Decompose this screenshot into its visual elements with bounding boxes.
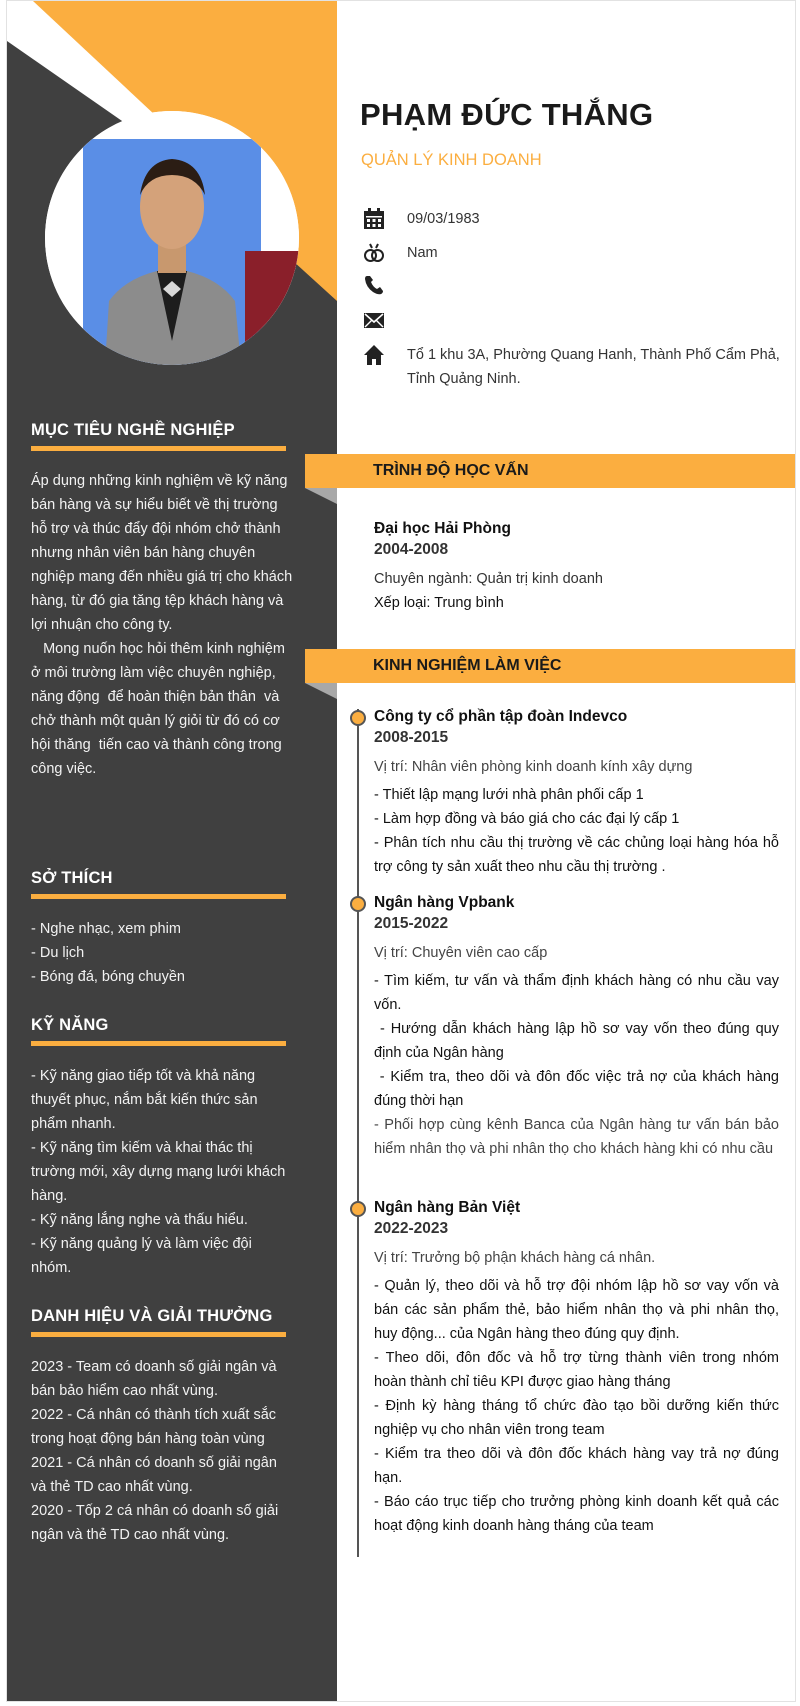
task-item: - Báo cáo trục tiếp cho trưởng phòng kinh doanh kết quả các hoạt động kinh doanh hàng tháng của team [374, 1494, 779, 1534]
avatar [45, 111, 299, 365]
awards-heading: DANH HIỆU VÀ GIẢI THƯỞNG [31, 1307, 273, 1325]
heading-rule [31, 894, 286, 899]
contact-address [363, 343, 783, 391]
contact-text: 09/03/1983 [407, 211, 480, 227]
heading-rule [31, 1041, 286, 1046]
calendar-icon [363, 208, 385, 230]
contact-birthday [363, 207, 783, 231]
ribbon-fold [305, 683, 337, 699]
experience-header [305, 649, 796, 683]
job-position: Vị trí: Chuyên viên cao cấp [374, 945, 548, 961]
timeline-dot [350, 710, 366, 726]
task-item: - Làm hợp đồng và báo giá cho các đại lý cấp 1 [374, 811, 680, 827]
job-entry [374, 708, 779, 879]
contact-text: Nam [407, 245, 438, 261]
task-item: - Phân tích nhu cầu thị trường về các chủng loại hàng hóa hỗ trợ công ty sản xuất theo nhu cầu thị trường . [374, 835, 779, 875]
objective-heading: MỤC TIÊU NGHỀ NGHIỆP [31, 421, 235, 439]
list-item: - Kỹ năng tìm kiếm và khai thác thị trường mới, xây dựng mạng lưới khách hàng. [31, 1140, 286, 1204]
gender-icon [363, 242, 385, 264]
hobbies-list [31, 917, 293, 989]
job-entry [374, 1199, 779, 1538]
hobbies-section [31, 869, 293, 989]
awards-list [31, 1355, 293, 1547]
job-position: Vị trí: Nhân viên phòng kinh doanh kính xây dựng [374, 759, 693, 775]
list-item: - Du lịch [31, 945, 85, 961]
list-item: - Kỹ năng lắng nghe và thấu hiểu. [31, 1212, 248, 1228]
task-item: - Theo dõi, đôn đốc và hỗ trợ từng thành viên trong nhóm hoàn thành chỉ tiêu KPI được giao hàng tháng [374, 1350, 779, 1390]
education-entry [374, 520, 784, 611]
skills-list [31, 1064, 293, 1280]
cv-page [6, 0, 796, 1702]
candidate-name: PHẠM ĐỨC THẮNG [360, 97, 654, 132]
education-grade: Xếp loại: Trung bình [374, 595, 504, 611]
list-item: 2020 - Tốp 2 cá nhân có doanh số giải ngân và thẻ TD cao nhất vùng. [31, 1503, 279, 1543]
portrait-photo [45, 111, 299, 365]
job-years: 2015-2022 [374, 915, 449, 932]
list-item: - Kỹ năng giao tiếp tốt và khả năng thuyết phục, nắm bắt kiến thức sản phẩm nhanh. [31, 1068, 258, 1132]
timeline-dot [350, 896, 366, 912]
list-item: 2021 - Cá nhân có doanh số giải ngân và thẻ TD cao nhất vùng. [31, 1455, 277, 1495]
list-item: 2023 - Team có doanh số giải ngân và bán bảo hiểm cao nhất vùng. [31, 1359, 277, 1399]
education-years: 2004-2008 [374, 541, 449, 558]
experience-heading: KINH NGHIỆM LÀM VIỆC [373, 657, 562, 674]
heading-rule [31, 1332, 286, 1337]
home-icon [363, 344, 385, 366]
job-tasks [374, 783, 779, 879]
objective-paragraph: Áp dụng những kinh nghiệm về kỹ năng bán hàng và sự hiểu biết về thị trường hỗ trợ và thúc đẩy đội nhóm chở thành nhưng nhân viên bán hàng chuyên nghiệp mang đến nhiều giá trị cho khách hàng, từ đó gia tăng tệp khách hàng và lợi nhuận cho công ty. [31, 473, 293, 633]
task-item: - Kiểm tra theo dõi và đôn đốc khách hàng vay trả nợ đúng hạn. [374, 1446, 779, 1486]
contact-gender [363, 241, 783, 265]
list-item: - Nghe nhạc, xem phim [31, 921, 181, 937]
ribbon-fold [305, 488, 337, 504]
objective-section [31, 421, 293, 781]
awards-section [31, 1307, 293, 1547]
timeline-line [357, 709, 359, 1557]
objective-text [31, 469, 293, 781]
job-tasks [374, 1274, 779, 1538]
job-tasks [374, 969, 784, 1161]
timeline-dot [350, 1201, 366, 1217]
sidebar [7, 1, 337, 1701]
task-item: - Định kỳ hàng tháng tổ chức đào tạo bồi dưỡng kiến thức nghiệp vụ cho nhân viên trong team [374, 1398, 779, 1438]
contact-text: Tổ 1 khu 3A, Phường Quang Hanh, Thành Phố Cẩm Phả, Tỉnh Quảng Ninh. [407, 347, 780, 387]
skills-heading: KỸ NĂNG [31, 1016, 109, 1034]
education-heading: TRÌNH ĐỘ HỌC VẤN [373, 462, 529, 479]
education-major: Chuyên ngành: Quản trị kinh doanh [374, 571, 603, 587]
company-name: Công ty cổ phần tập đoàn Indevco [374, 708, 628, 725]
education-header [305, 454, 796, 488]
list-item: - Kỹ năng quảng lý và làm việc đội nhóm. [31, 1236, 252, 1276]
job-position: Vị trí: Trưởng bộ phận khách hàng cá nhân. [374, 1250, 656, 1266]
list-item: - Bóng đá, bóng chuyền [31, 969, 185, 985]
skills-section [31, 1016, 293, 1280]
job-entry [374, 894, 784, 1161]
task-item: - Kiểm tra, theo dõi và đôn đốc việc trả nợ của khách hàng đúng thời hạn [374, 1069, 784, 1109]
task-item: - Phối hợp cùng kênh Banca của Ngân hàng tư vấn bán bảo hiểm nhân thọ và phi nhân thọ cho khách hàng khi có nhu cầu [374, 1117, 779, 1157]
email-icon [363, 309, 385, 331]
heading-rule [31, 446, 286, 451]
task-item: - Thiết lập mạng lưới nhà phân phối cấp 1 [374, 787, 644, 803]
list-item: 2022 - Cá nhân có thành tích xuất sắc trong hoạt động bán hàng toàn vùng [31, 1407, 277, 1447]
job-years: 2008-2015 [374, 729, 449, 746]
task-item: - Tìm kiếm, tư vấn và thẩm định khách hàng có nhu cầu vay vốn. [374, 973, 779, 1013]
job-title: QUẢN LÝ KINH DOANH [361, 151, 542, 169]
job-years: 2022-2023 [374, 1220, 449, 1237]
company-name: Ngân hàng Vpbank [374, 894, 515, 911]
phone-icon [363, 274, 385, 296]
company-name: Ngân hàng Bản Việt [374, 1199, 521, 1216]
task-item: - Hướng dẫn khách hàng lập hồ sơ vay vốn theo đúng quy định của Ngân hàng [374, 1021, 784, 1061]
hobbies-heading: SỞ THÍCH [31, 869, 113, 887]
objective-paragraph: Mong nuốn học hỏi thêm kinh nghiệm ở môi trường làm việc chuyên nghiệp, năng động để hoàn thiện bản thân và chở thành một quản lý giỏi từ đó có cơ hội thăng tiến cao và thành công trong công việc. [31, 641, 289, 777]
school-name: Đại học Hải Phòng [374, 520, 511, 537]
task-item: - Quản lý, theo dõi và hỗ trợ đội nhóm lập hồ sơ vay vốn và bán các sản phẩm thẻ, bảo hiểm nhân thọ và phi nhân thọ, huy động... của Ngân hàng theo đúng quy định. [374, 1278, 779, 1342]
